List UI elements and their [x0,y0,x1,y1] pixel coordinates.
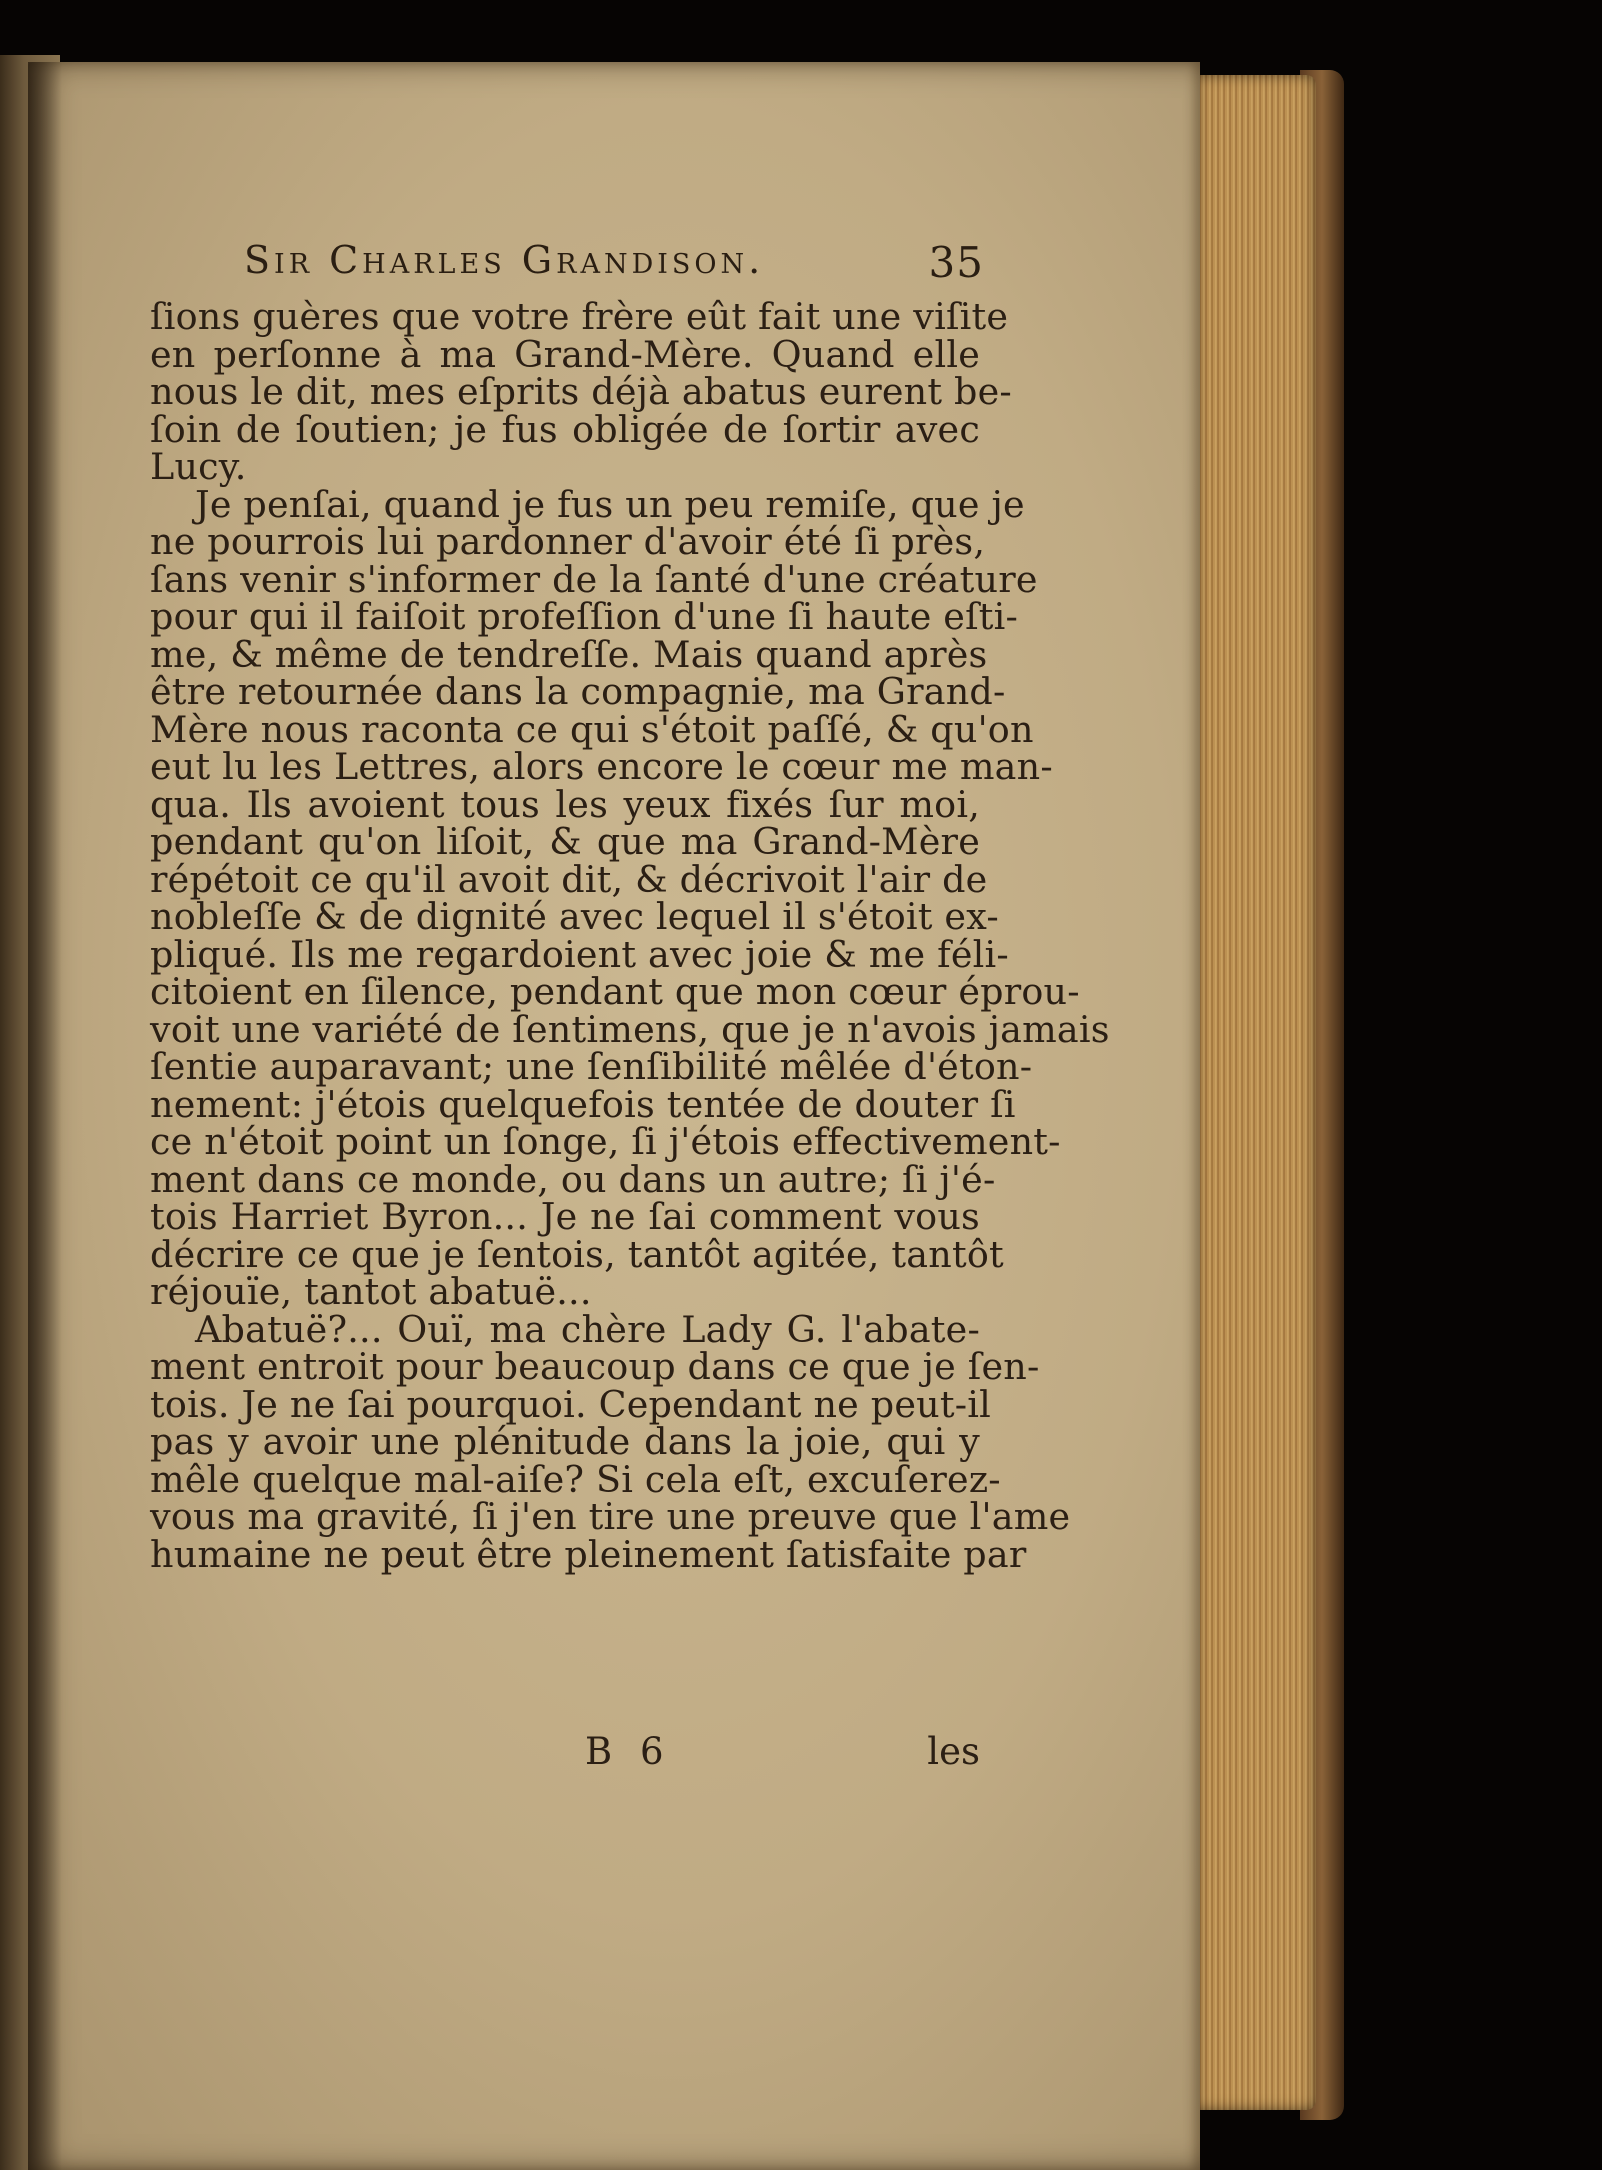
running-title: Sir Charles Grandison. [244,238,765,282]
text-line: être retournée dans la compagnie, ma Grand- [150,670,1006,713]
text-line: pliqué. Ils me regardoient avec joie & me féli- [150,932,1009,976]
text-line: tois. Je ne ſai pourquoi. Cependant ne peut-il [150,1382,992,1426]
signature-mark: B 6 [585,1730,672,1773]
text-line: pour qui il faiſoit profeſſion d'une ſi haute eſti- [150,595,1019,638]
text-line: nobleſſe & de dignité avec lequel il s'étoit ex- [150,895,999,938]
page-gutter-shadow [28,62,62,2170]
text-line: tois Harriet Byron... Je ne ſai comment vous [150,1195,980,1238]
text-line: pendant qu'on liſoit, & que ma Grand-Mère [150,820,980,863]
text-line: ment entroit pour beaucoup dans ce que je ſen- [150,1345,1040,1388]
page-fore-edge [1196,75,1316,2110]
text-line: mêle quelque mal-aiſe? Si cela eſt, excuſerez- [150,1457,1001,1501]
text-line: Abatuë?... Ouï, ma chère Lady G. l'abate- [195,1307,980,1351]
text-line: ce n'étoit point un ſonge, ſi j'étois effectivement- [150,1120,1061,1163]
text-line: eut lu les Lettres, alors encore le cœur me man- [150,745,1053,788]
page-footer [150,1730,980,1774]
running-head [244,238,984,290]
text-line: ſans venir s'informer de la ſanté d'une créature [150,557,1038,601]
text-line: ment dans ce monde, ou dans un autre; ſi j'é- [150,1157,996,1201]
text-line: réjouïe, tantot abatuë... [150,1270,592,1313]
text-line: décrire ce que je ſentois, tantôt agitée, tantôt [150,1232,1004,1276]
text-line: nement: j'étois quelquefois tentée de douter ſi [150,1082,1016,1126]
text-line: ſoin de ſoutien; je fus obligée de ſortir avec [150,407,980,451]
text-line: ne pourrois lui pardonner d'avoir été ſi près, [150,520,986,563]
text-line: qua. Ils avoient tous les yeux fixés ſur moi, [150,782,980,826]
text-line: en perſonne à ma Grand-Mère. Quand elle [150,332,980,376]
text-line: Mère nous raconta ce qui s'étoit paſſé, & qu'on [150,707,1034,751]
catchword: les [927,1730,980,1773]
text-line: me, & même de tendreſſe. Mais quand après [150,632,988,676]
text-line: citoient en ſilence, pendant que mon cœur éprou- [150,970,1080,1013]
text-line: Je penſai, quand je fus un peu remiſe, que je [195,482,1025,526]
text-line: humaine ne peut être pleinement ſatisfaite par [150,1532,1027,1576]
page-number: 35 [928,238,984,287]
text-line: ſentie auparavant; une ſenſibilité mêlée d'éton- [150,1045,1033,1088]
text-line: voit une variété de ſentimens, que je n'avois jamais [150,1007,1110,1051]
body-text [150,295,1110,1576]
text-line: vous ma gravité, ſi j'en tire une preuve que l'ame [150,1495,1071,1538]
text-line: Lucy. [150,445,247,488]
text-line: nous le dit, mes eſprits déjà abatus eurent be- [150,370,1012,413]
text-line: répétoit ce qu'il avoit dit, & décrivoit l'air de [150,857,988,901]
text-line: pas y avoir une plénitude dans la joie, qui y [150,1420,980,1463]
text-line: ſions guères que votre frère eût fait une viſite [150,295,1009,338]
